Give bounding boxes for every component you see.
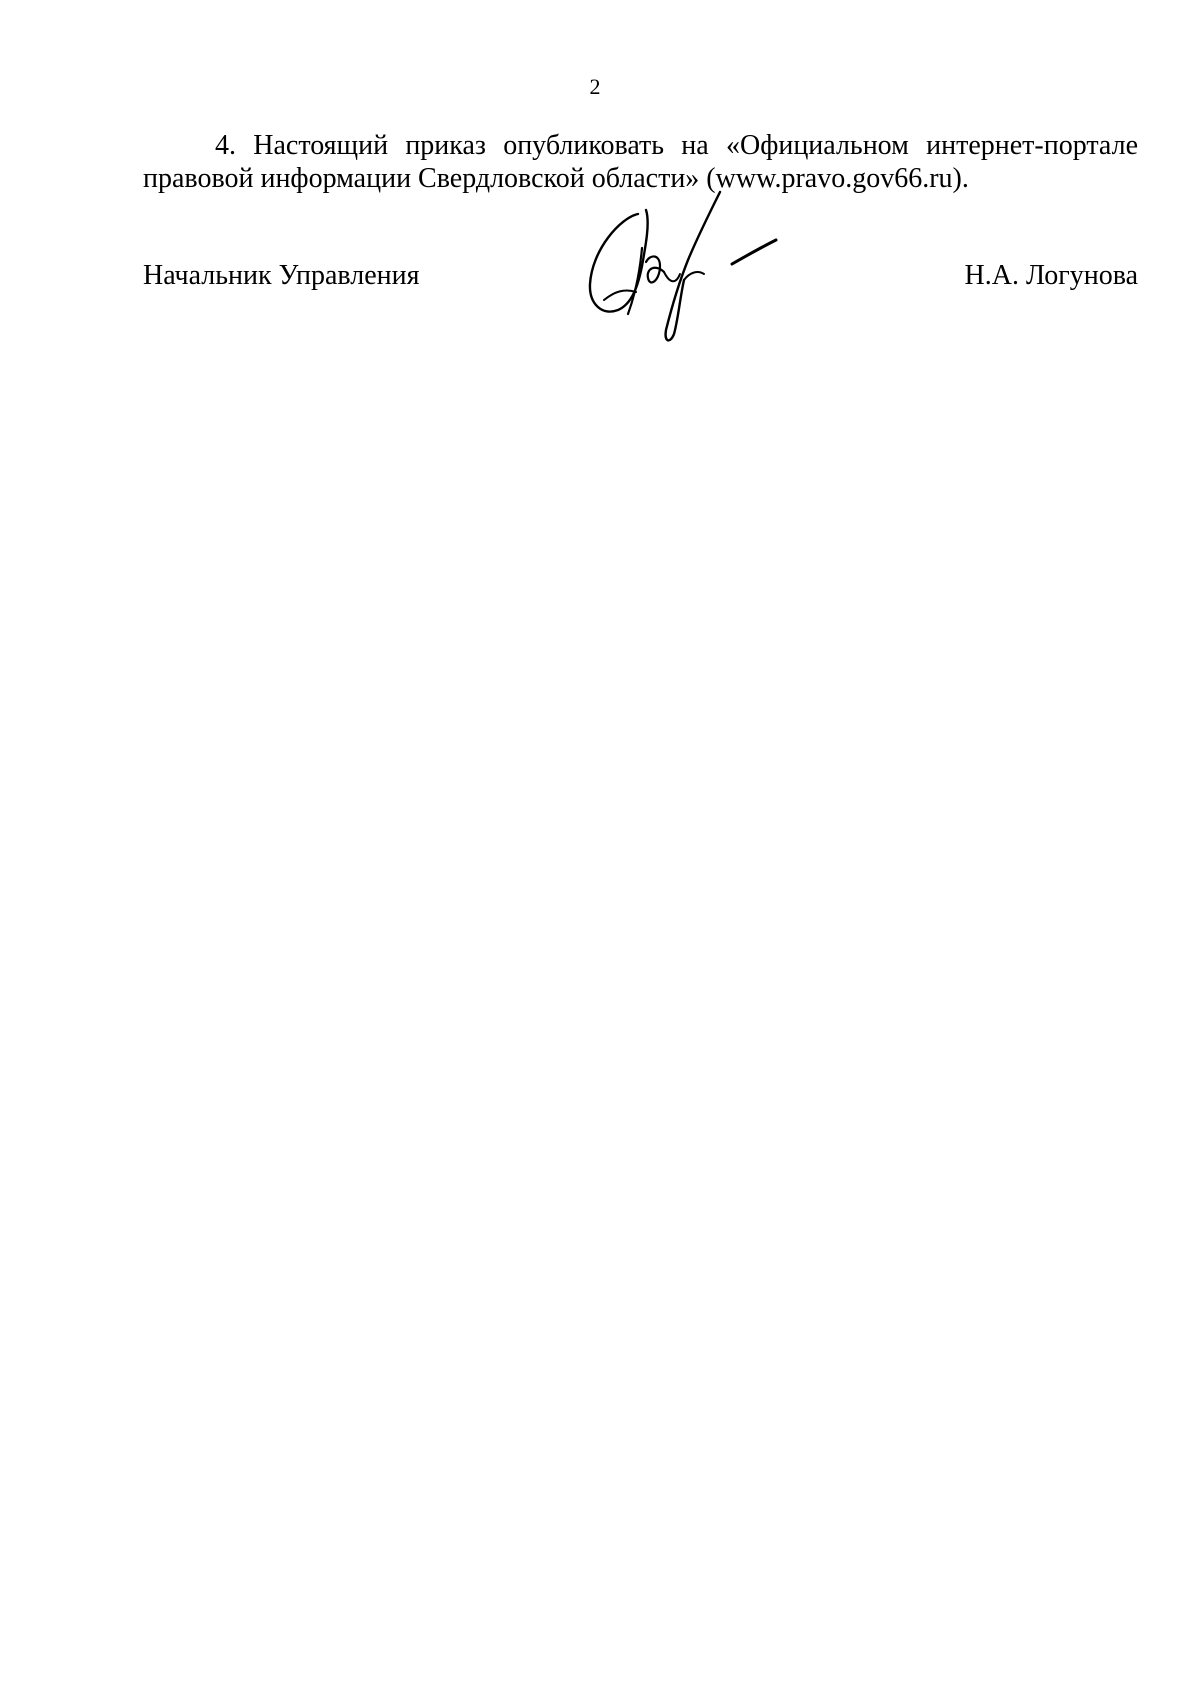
paragraph-item-4: 4. Настоящий приказ опубликовать на «Официальном интернет-портале правовой информации Свердловской области» (www.pravo.gov66.ru). <box>143 130 1138 194</box>
signer-title: Начальник Управления <box>143 260 420 291</box>
signer-name: Н.А. Логунова <box>964 260 1138 291</box>
page-number: 2 <box>589 74 601 99</box>
signature-block <box>143 259 1138 299</box>
